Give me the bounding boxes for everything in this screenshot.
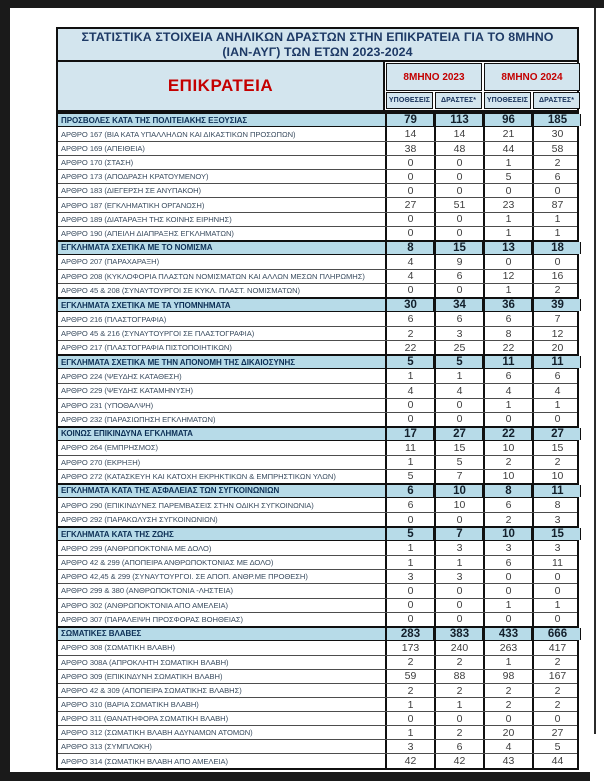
value-cell: 433 [483,628,532,640]
value-cell: 79 [385,114,434,126]
value-cell: 8 [483,485,532,497]
row-label: ΣΩΜΑΤΙΚΕΣ ΒΛΑΒΕΣ [61,629,142,639]
table-title-line2: (ΙΑΝ-ΑΥΓ) ΤΩΝ ΕΤΩΝ 2023-2024 [222,44,413,59]
value-cell: 38 [385,142,434,155]
value-cell: 9 [434,255,483,269]
value-cell: 7 [434,470,483,483]
subheader-offenders-2024: ΔΡΑΣΤΕΣ* [533,92,580,109]
row-label: ΑΡΘΡΟ 313 (ΣΥΜΠΛΟΚΗ) [61,742,152,752]
value-cell: 11 [483,356,532,368]
row-label: ΕΓΚΛΗΜΑΤΑ ΣΧΕΤΙΚΑ ΜΕ ΤΟ ΝΟΜΙΣΜΑ [61,243,213,253]
value-cell: 417 [532,641,581,655]
value-cell: 1 [385,369,434,383]
value-cell: 0 [483,184,532,197]
section-row [58,240,577,255]
value-cell: 5 [434,356,483,368]
row-label: ΑΡΘΡΟ 264 (ΕΜΠΡΗΣΜΟΣ) [61,443,158,453]
row-label: ΑΡΘΡΟ 167 (ΒΙΑ ΚΑΤΑ ΥΠΑΛΛΗΛΩΝ ΚΑΙ ΔΙΚΑΣΤΙΚΩΝ ΠΡΟΣΩΠΩΝ) [61,129,296,139]
value-cell: 2 [532,656,581,669]
table-row [58,469,577,483]
value-cell: 27 [532,428,581,440]
value-cell: 4 [483,740,532,753]
value-cell: 113 [434,114,483,126]
value-cell: 2 [483,698,532,711]
table-title-line1: ΣΤΑΤΙΣΤΙΚΑ ΣΤΟΙΧΕΙΑ ΑΝΗΛΙΚΩΝ ΔΡΑΣΤΩΝ ΣΤΗΝ ΕΠΙΚΡΑΤΕΙΑ ΓΙΑ ΤΟ 8ΜΗΝΟ [81,29,554,44]
value-cell: 0 [385,284,434,297]
value-cell: 2 [434,726,483,739]
value-cell: 51 [434,198,483,211]
table-row [58,739,577,753]
value-cell: 0 [385,712,434,725]
scan-edge-top [0,0,604,8]
value-cell: 30 [532,127,581,141]
value-cell: 0 [434,227,483,240]
value-cell: 20 [483,726,532,739]
value-cell: 6 [483,498,532,512]
value-cell: 11 [532,485,581,497]
value-cell: 1 [385,556,434,569]
value-cell: 0 [532,570,581,583]
value-cell: 22 [483,341,532,354]
value-cell: 2 [532,156,581,169]
row-label: ΑΡΘΡΟ 216 (ΠΛΑΣΤΟΓΡΑΦΙΑ) [61,314,167,324]
value-cell: 0 [434,712,483,725]
table-row [58,455,577,469]
value-cell: 1 [483,156,532,169]
value-cell: 0 [483,613,532,626]
value-cell: 2 [434,656,483,669]
row-label: ΑΡΘΡΟ 302 (ΑΝΘΡΩΠΟΚΤΟΝΙΑ ΑΠΟ ΑΜΕΛΕΙΑ) [61,600,229,610]
value-cell: 4 [385,270,434,283]
table-row [58,340,577,354]
value-cell: 18 [532,242,581,254]
value-cell: 4 [434,384,483,397]
value-cell: 6 [385,312,434,326]
row-label: ΑΡΘΡΟ 231 (ΥΠΟΘΑΛΨΗ) [61,400,154,410]
value-cell: 4 [385,255,434,269]
row-label: ΕΓΚΛΗΜΑΤΑ ΚΑΤΑ ΤΗΣ ΖΩΗΣ [61,529,174,539]
region-header: ΕΠΙΚΡΑΤΕΙΑ [58,62,385,110]
value-cell: 6 [532,170,581,183]
value-cell: 1 [385,726,434,739]
value-cell: 6 [434,270,483,283]
value-cell: 0 [434,613,483,626]
row-label: ΑΡΘΡΟ 308Α (ΑΠΡΟΚΛΗΤΗ ΣΩΜΑΤΙΚΗ ΒΛΑΒΗ) [61,657,229,667]
table-row [58,669,577,683]
value-cell: 10 [532,470,581,483]
value-cell: 0 [434,284,483,297]
table-row [58,612,577,626]
section-row [58,526,577,541]
value-cell: 36 [483,299,532,311]
value-cell: 2 [385,327,434,340]
row-label: ΑΡΘΡΟ 292 (ΠΑΡΑΚΩΛΥΣΗ ΣΥΓΚΟΙΝΩΝΙΩΝ) [61,515,218,525]
value-cell: 14 [385,127,434,141]
value-cell: 185 [532,114,581,126]
row-label: ΠΡΟΣΒΟΛΕΣ ΚΑΤΑ ΤΗΣ ΠΟΛΙΤΕΙΑΚΗΣ ΕΞΟΥΣΙΑΣ [61,115,248,125]
row-label: ΑΡΘΡΟ 270 (ΕΚΡΗΞΗ) [61,457,141,467]
value-cell: 17 [385,428,434,440]
value-cell: 4 [385,384,434,397]
table-row [58,498,577,512]
value-cell: 22 [483,428,532,440]
table-row [58,398,577,412]
value-cell: 0 [434,513,483,526]
row-label: ΑΡΘΡΟ 308 (ΣΩΜΑΤΙΚΗ ΒΛΑΒΗ) [61,643,176,653]
table-row [58,441,577,455]
value-cell: 1 [483,213,532,226]
value-cell: 0 [532,413,581,426]
value-cell: 2 [434,684,483,697]
value-cell: 4 [483,384,532,397]
table-row [58,583,577,597]
value-cell: 5 [483,170,532,183]
value-cell: 3 [483,541,532,555]
value-cell: 44 [483,142,532,155]
value-cell: 263 [483,641,532,655]
value-cell: 0 [385,170,434,183]
section-row [58,354,577,369]
value-cell: 3 [385,740,434,753]
value-cell: 7 [532,312,581,326]
value-cell: 1 [483,599,532,612]
section-row [58,297,577,312]
value-cell: 1 [532,599,581,612]
value-cell: 5 [385,470,434,483]
value-cell: 2 [385,684,434,697]
value-cell: 8 [385,242,434,254]
value-cell: 0 [483,570,532,583]
table-row [58,269,577,283]
row-label: ΑΡΘΡΟ 217 (ΠΛΑΣΤΟΓΡΑΦΙΑ ΠΙΣΤΟΠΟΙΗΤΙΚΩΝ) [61,343,232,353]
value-cell: 5 [385,528,434,540]
row-label: ΑΡΘΡΟ 45 & 216 (ΣΥΝΑΥΤΟΥΡΓΟΙ ΣΕ ΠΛΑΣΤΟΓΡΑΦΙΑ) [61,329,255,339]
value-cell: 12 [483,270,532,283]
value-cell: 0 [483,413,532,426]
value-cell: 1 [532,227,581,240]
table-row [58,127,577,141]
value-cell: 0 [385,227,434,240]
row-label: ΑΡΘΡΟ 45 & 208 (ΣΥΝΑΥΤΟΥΡΓΟΙ ΣΕ ΚΥΚΛ. ΠΛΑΣΤ. ΝΟΜΙΣΜΑΤΩΝ) [61,285,301,295]
row-label: ΑΡΘΡΟ 42 & 299 (ΑΠΟΠΕΙΡΑ ΑΝΘΡΩΠΟΚΤΟΝΙΑΣ ΜΕ ΔΟΛΟ) [61,558,274,568]
subheader-cases-2024: ΥΠΟΘΕΣΕΙΣ [484,92,531,109]
table-row [58,512,577,526]
row-label: ΑΡΘΡΟ 173 (ΑΠΟΔΡΑΣΗ ΚΡΑΤΟΥΜΕΝΟΥ) [61,172,209,182]
table-row [58,725,577,739]
value-cell: 11 [532,356,581,368]
value-cell: 0 [385,599,434,612]
value-cell: 3 [434,570,483,583]
value-cell: 0 [483,584,532,597]
value-cell: 42 [385,754,434,767]
row-label: ΕΓΚΛΗΜΑΤΑ ΣΧΕΤΙΚΑ ΜΕ ΤΗΝ ΑΠΟΝΟΜΗ ΤΗΣ ΔΙΚΑΙΟΣΥΝΗΣ [61,357,295,367]
value-cell: 4 [532,384,581,397]
value-cell: 7 [434,528,483,540]
row-label: ΑΡΘΡΟ 189 (ΔΙΑΤΑΡΑΞΗ ΤΗΣ ΚΟΙΝΗΣ ΕΙΡΗΝΗΣ) [61,214,232,224]
value-cell: 3 [532,513,581,526]
value-cell: 15 [532,528,581,540]
value-cell: 15 [434,242,483,254]
table-row [58,569,577,583]
value-cell: 0 [434,584,483,597]
value-cell: 11 [532,556,581,569]
table-title [58,29,577,62]
value-cell: 6 [483,312,532,326]
table-row [58,655,577,669]
period-2024-header: 8ΜΗΝΟ 2024 [484,63,580,91]
value-cell: 0 [434,413,483,426]
value-cell: 5 [434,456,483,469]
value-cell: 383 [434,628,483,640]
scan-edge-bottom [0,772,590,781]
value-cell: 1 [434,369,483,383]
value-cell: 15 [532,441,581,455]
value-cell: 0 [385,584,434,597]
row-label: ΑΡΘΡΟ 183 (ΔΙΕΓΕΡΣΗ ΣΕ ΑΝΥΠΑΚΟΗ) [61,186,202,196]
value-cell: 6 [434,312,483,326]
value-cell: 8 [532,498,581,512]
value-cell: 0 [532,712,581,725]
row-label: ΑΡΘΡΟ 232 (ΠΑΡΑΣΙΩΠΗΣΗ ΕΓΚΛΗΜΑΤΩΝ) [61,414,216,424]
value-cell: 88 [434,670,483,683]
table-row [58,683,577,697]
table-row [58,197,577,211]
section-row [58,483,577,498]
table-row [58,169,577,183]
row-label: ΑΡΘΡΟ 42,45 & 299 (ΣΥΝΑΥΤΟΥΡΓΟΙ. ΣΕ ΑΠΟΠ. ΑΝΘΡ.ΜΕ ΠΡΟΘΕΣΗ) [61,572,308,582]
value-cell: 3 [532,541,581,555]
table-row [58,598,577,612]
row-label: ΑΡΘΡΟ 272 (ΚΑΤΑΣΚΕΥΗ ΚΑΙ ΚΑΤΟΧΗ ΕΚΡΗΚΤΙΚΩΝ & ΕΜΠΡΗΣΤΙΚΩΝ ΥΛΩΝ) [61,471,336,481]
row-label: ΑΡΘΡΟ 299 (ΑΝΘΡΩΠΟΚΤΟΝΙΑ ΜΕ ΔΟΛΟ) [61,543,212,553]
table-row [58,326,577,340]
value-cell: 0 [532,613,581,626]
value-cell: 39 [532,299,581,311]
table-row [58,155,577,169]
period-2023-header: 8ΜΗΝΟ 2023 [386,63,482,91]
value-cell: 1 [483,227,532,240]
page-edge-line [594,8,596,734]
value-cell: 3 [434,541,483,555]
row-label: ΚΟΙΝΩΣ ΕΠΙΚΙΝΔΥΝΑ ΕΓΚΛΗΜΑΤΑ [61,429,193,439]
value-cell: 42 [434,754,483,767]
table-row [58,369,577,383]
value-cell: 6 [434,740,483,753]
value-cell: 6 [532,369,581,383]
table-row [58,541,577,555]
value-cell: 10 [434,485,483,497]
row-label: ΑΡΘΡΟ 310 (ΒΑΡΙΑ ΣΩΜΑΤΙΚΗ ΒΛΑΒΗ) [61,700,199,710]
value-cell: 0 [434,156,483,169]
row-label: ΑΡΘΡΟ 187 (ΕΓΚΛΗΜΑΤΙΚΗ ΟΡΓΑΝΩΣΗ) [61,200,205,210]
value-cell: 5 [385,356,434,368]
value-cell: 16 [532,270,581,283]
value-cell: 0 [385,399,434,412]
value-cell: 2 [483,456,532,469]
value-cell: 283 [385,628,434,640]
table-row [58,753,577,767]
row-label: ΑΡΘΡΟ 42 & 309 (ΑΠΟΠΕΙΡΑ ΣΩΜΑΤΙΚΗΣ ΒΛΑΒΗΣ) [61,686,242,696]
value-cell: 1 [532,399,581,412]
table-row [58,212,577,226]
row-label: ΑΡΘΡΟ 312 (ΣΩΜΑΤΙΚΗ ΒΛΑΒΗ ΑΔΥΝΑΜΩΝ ΑΤΟΜΩΝ) [61,728,253,738]
table-body [58,112,577,768]
value-cell: 96 [483,114,532,126]
row-label: ΑΡΘΡΟ 299 & 380 (ΑΝΘΡΩΠΟΚΤΟΝΙΑ -ΛΗΣΤΕΙΑ) [61,586,233,596]
value-cell: 2 [483,513,532,526]
value-cell: 27 [385,198,434,211]
section-row [58,426,577,441]
row-label: ΑΡΘΡΟ 290 (ΕΠΙΚΙΝΔΥΝΕΣ ΠΑΡΕΜΒΑΣΕΙΣ ΣΤΗΝ ΟΔΙΚΗ ΣΥΓΚΟΙΝΩΝΙΑ) [61,500,314,510]
value-cell: 5 [532,740,581,753]
value-cell: 0 [532,584,581,597]
value-cell: 0 [385,413,434,426]
value-cell: 0 [434,399,483,412]
value-cell: 666 [532,628,581,640]
value-cell: 98 [483,670,532,683]
value-cell: 34 [434,299,483,311]
value-cell: 0 [434,170,483,183]
section-row [58,112,577,127]
value-cell: 1 [385,456,434,469]
value-cell: 15 [434,441,483,455]
table-row [58,711,577,725]
value-cell: 13 [483,242,532,254]
row-label: ΕΓΚΛΗΜΑΤΑ ΣΧΕΤΙΚΑ ΜΕ ΤΑ ΥΠΟΜΝΗΜΑΤΑ [61,300,231,310]
value-cell: 30 [385,299,434,311]
value-cell: 20 [532,341,581,354]
value-cell: 21 [483,127,532,141]
value-cell: 2 [532,698,581,711]
value-cell: 0 [385,213,434,226]
value-cell: 3 [434,327,483,340]
value-cell: 1 [532,213,581,226]
statistics-table [56,27,579,770]
row-label: ΑΡΘΡΟ 169 (ΑΠΕΙΘΕΙΑ) [61,144,145,154]
row-label: ΑΡΘΡΟ 311 (ΘΑΝΑΤΗΦΟΡΑ ΣΩΜΑΤΙΚΗ ΒΛΑΒΗ) [61,714,229,724]
value-cell: 2 [385,656,434,669]
value-cell: 10 [483,441,532,455]
value-cell: 0 [434,184,483,197]
value-cell: 14 [434,127,483,141]
value-cell: 58 [532,142,581,155]
value-cell: 6 [385,498,434,512]
table-row [58,312,577,326]
value-cell: 2 [483,684,532,697]
value-cell: 0 [385,184,434,197]
row-label: ΑΡΘΡΟ 208 (ΚΥΚΛΟΦΟΡΙΑ ΠΛΑΣΤΩΝ ΝΟΜΙΣΜΑΤΩΝ ΚΑΙ ΑΛΛΩΝ ΜΕΣΩΝ ΠΛΗΡΩΜΗΣ) [61,271,365,281]
value-cell: 10 [483,470,532,483]
value-cell: 25 [434,341,483,354]
section-row [58,626,577,641]
value-cell: 0 [385,513,434,526]
value-cell: 10 [434,498,483,512]
value-cell: 6 [385,485,434,497]
value-cell: 48 [434,142,483,155]
value-cell: 0 [483,255,532,269]
value-cell: 1 [385,698,434,711]
row-label: ΑΡΘΡΟ 190 (ΑΠΕΙΛΗ ΔΙΑΠΡΑΞΗΣ ΕΓΚΛΗΜΑΤΩΝ) [61,228,234,238]
table-row [58,183,577,197]
value-cell: 11 [385,441,434,455]
table-row [58,697,577,711]
value-cell: 43 [483,754,532,767]
value-cell: 240 [434,641,483,655]
row-label: ΕΓΚΛΗΜΑΤΑ ΚΑΤΑ ΤΗΣ ΑΣΦΑΛΕΙΑΣ ΤΩΝ ΣΥΓΚΟΙΝΩΝΙΩΝ [61,486,280,496]
value-cell: 1 [385,541,434,555]
table-row [58,383,577,397]
value-cell: 3 [385,570,434,583]
value-cell: 8 [483,327,532,340]
table-row [58,555,577,569]
value-cell: 0 [532,184,581,197]
value-cell: 1 [483,656,532,669]
value-cell: 173 [385,641,434,655]
value-cell: 1 [483,284,532,297]
subheader-offenders-2023: ΔΡΑΣΤΕΣ* [435,92,482,109]
value-cell: 1 [434,698,483,711]
value-cell: 0 [483,712,532,725]
row-label: ΑΡΘΡΟ 307 (ΠΑΡΑΛΕΙΨΗ ΠΡΟΣΦΟΡΑΣ ΒΟΗΘΕΙΑΣ) [61,614,244,624]
row-label: ΑΡΘΡΟ 314 (ΣΩΜΑΤΙΚΗ ΒΛΑΒΗ ΑΠΟ ΑΜΕΛΕΙΑ) [61,756,229,766]
value-cell: 1 [483,399,532,412]
value-cell: 0 [385,613,434,626]
value-cell: 0 [532,255,581,269]
table-row [58,255,577,269]
value-cell: 0 [434,599,483,612]
value-cell: 23 [483,198,532,211]
row-label: ΑΡΘΡΟ 207 (ΠΑΡΑΧΑΡΑΞΗ) [61,257,160,267]
value-cell: 59 [385,670,434,683]
table-header [58,62,577,112]
value-cell: 167 [532,670,581,683]
value-cell: 87 [532,198,581,211]
table-row [58,283,577,297]
value-cell: 44 [532,754,581,767]
value-cell: 22 [385,341,434,354]
value-cell: 6 [483,556,532,569]
value-cell: 10 [483,528,532,540]
row-label: ΑΡΘΡΟ 224 (ΨΕΥΔΗΣ ΚΑΤΑΘΕΣΗ) [61,371,182,381]
value-cell: 1 [434,556,483,569]
value-cell: 6 [483,369,532,383]
table-row [58,641,577,655]
table-row [58,141,577,155]
value-cell: 2 [532,456,581,469]
table-row [58,226,577,240]
row-label: ΑΡΘΡΟ 170 (ΣΤΑΣΗ) [61,158,134,168]
subheader-cases-2023: ΥΠΟΘΕΣΕΙΣ [386,92,433,109]
row-label: ΑΡΘΡΟ 229 (ΨΕΥΔΗΣ ΚΑΤΑΜΗΝΥΣΗ) [61,386,194,396]
value-cell: 27 [434,428,483,440]
row-label: ΑΡΘΡΟ 309 (ΕΠΙΚΙΝΔΥΝΗ ΣΩΜΑΤΙΚΗ ΒΛΑΒΗ) [61,671,223,681]
value-cell: 0 [434,213,483,226]
scan-edge-left [0,0,10,781]
value-cell: 12 [532,327,581,340]
value-cell: 0 [385,156,434,169]
value-cell: 27 [532,726,581,739]
value-cell: 2 [532,684,581,697]
table-row [58,412,577,426]
value-cell: 2 [532,284,581,297]
